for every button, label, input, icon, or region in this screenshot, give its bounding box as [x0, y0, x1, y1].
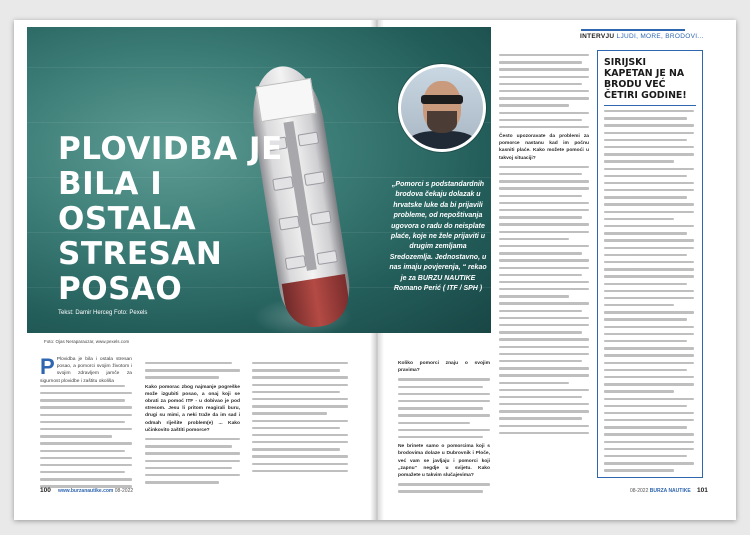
question-1: Kako pomorac zbog najmanje pogreške može izgubiti posao, a onaj koji se obrati za pomoć ITF - u dobivao je pod stresom. Jesu li pritom reagirali buru, drugi su mimi, a neki traže da im sad i odmah riješite problem(e) ... Kako učinkovito zaštiti pomorce?	[145, 384, 240, 433]
section-header	[580, 33, 704, 40]
question-2: Koliko pomorci znaju o svojim pravima?	[398, 361, 490, 374]
left-footer	[58, 488, 133, 494]
footer-issue-right: 08-2022	[630, 488, 649, 494]
lead-paragraph: Plovidba je bila i ostala stresan posao, a pomorci svojim životom i svojim zdravljem jamče za sigurnost plovidbe i zaštitu okoliša	[40, 357, 132, 384]
footer-url: www.burzanautike.com	[58, 488, 114, 494]
left-page-number: 100	[40, 487, 51, 494]
sidebar-body	[604, 110, 694, 472]
footer-brand: BURZA NAUTIKE	[649, 488, 691, 494]
section-sublabel: LJUDI, MORE, BRODOVI...	[616, 33, 704, 40]
body-column-3	[252, 362, 348, 477]
section-rule	[581, 29, 685, 31]
article-headline: PLOVIDBA JE BILA I OSTALA STRESAN POSAO	[58, 131, 283, 307]
body-column-2	[145, 362, 240, 488]
photo-caption: Foto: Ojas Neraparaozar, www.pexels.com	[44, 339, 130, 344]
drop-cap: P	[40, 354, 55, 379]
sidebar-title: SIRIJSKI KAPETAN JE NA BRODU VEĆ ČETIRI GODINE!	[604, 57, 687, 101]
question-3: Često upozoravate da problemi za pomorce nastanu kad im počnu kasniti plaće. Kako možete pomoći u takvoj situaciji?	[499, 134, 589, 161]
sidebar-box	[597, 50, 703, 478]
right-footer	[630, 488, 691, 494]
pull-quote: „Pomorci s podstandardnih brodova čekaju dolazak u hrvatske luke da bi prijavili probleme, od nepoštivanja ugovora o radu do neisplate plaće, koje ne žele prijaviti u drugim zemljama Sredozemlja. Jednostavno, u nas imaju povjerenja, “ rekao je za BURZU NAUTIKE Romano Perić ( ITF / SPH )	[389, 181, 487, 293]
question-4: Ne brinete samo o pomorcima koji s brodovima dolaze u Dubrovnik i Ploče, već vam se javljaju i pomorci koji „zapnu“ negdje u svijetu. Kako pomažete u takvim slučajevima?	[398, 444, 490, 478]
section-label: INTERVJU	[580, 33, 615, 40]
interviewee-portrait	[398, 64, 486, 152]
body-column-1	[40, 356, 132, 493]
body-column-5	[499, 54, 589, 439]
right-page-number: 101	[697, 487, 708, 494]
body-column-4	[398, 360, 490, 497]
article-byline: Tekst: Damir Herceg Foto: Pexels	[58, 310, 148, 316]
footer-issue-left: 08-2022	[114, 488, 134, 494]
